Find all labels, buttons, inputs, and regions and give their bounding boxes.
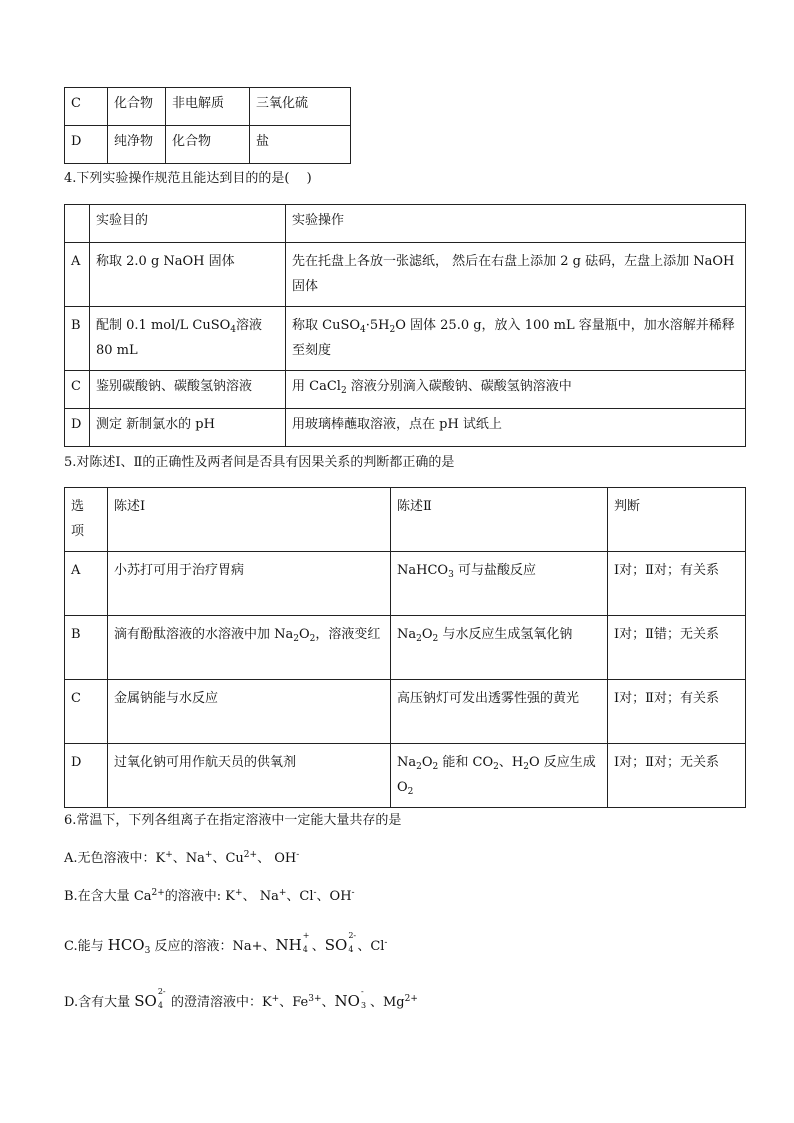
operation-cell: 先在托盘上各放一张滤纸， 然后在右盘上添加 2 g 砝码，左盘上添加 NaOH 固体 xyxy=(286,243,746,307)
statement2-cell: $Na_2O_2$ 能和 $CO_2$、$H_2O$ 反应生成 $O_2$ xyxy=(391,744,608,808)
statement1-cell: 过氧化钠可用作航天员的供氧剂 xyxy=(108,744,391,808)
header-cell: 实验操作 xyxy=(286,205,746,243)
option-cell: B xyxy=(65,616,108,680)
operation-cell: 用玻璃棒蘸取溶液，点在 pH 试纸上 xyxy=(286,409,746,447)
header-cell: 陈述Ⅱ xyxy=(391,488,608,552)
goal-cell: 配制 0.1 mol/L CuSO$_4$溶液 80 mL xyxy=(90,307,286,371)
question-4-title: 4.下列实验操作规范且能达到目的的是( ) xyxy=(64,171,312,186)
table-row xyxy=(65,552,746,616)
statement-table xyxy=(64,487,746,808)
statement1-cell: 小苏打可用于治疗胃病 xyxy=(108,552,391,616)
table-row xyxy=(65,126,351,164)
option-cell: D xyxy=(65,744,108,808)
option-cell: A xyxy=(65,243,90,307)
option-cell: D xyxy=(65,409,90,447)
table-row xyxy=(65,680,746,744)
table-cell: 非电解质 xyxy=(166,88,250,126)
table-row xyxy=(65,307,746,371)
table-cell: 纯净物 xyxy=(108,126,166,164)
statement2-cell: NaHCO$_3$ 可与盐酸反应 xyxy=(391,552,608,616)
statement1-cell: 金属钠能与水反应 xyxy=(108,680,391,744)
judgement-cell: Ⅰ对；Ⅱ对；有关系 xyxy=(608,680,746,744)
option-a: A.无色溶液中：K+、Na+、$Cu^{2+}$、 OH- xyxy=(64,850,300,866)
judgement-cell: Ⅰ对；Ⅱ错；无关系 xyxy=(608,616,746,680)
table-cell: C xyxy=(65,88,108,126)
header-cell: 实验目的 xyxy=(90,205,286,243)
goal-cell: 测定 新制氯水的 pH xyxy=(90,409,286,447)
table-row xyxy=(65,616,746,680)
option-c: C.能与 $HCO_3$ 反应的溶液：Na+、NH + 4 、SO 2- 4 、Cl- xyxy=(64,931,388,956)
header-cell: 陈述Ⅰ xyxy=(108,488,391,552)
table-cell: 化合物 xyxy=(108,88,166,126)
table-row xyxy=(65,243,746,307)
judgement-cell: Ⅰ对；Ⅱ对；无关系 xyxy=(608,744,746,808)
option-b: B.在含大量 $Ca^{2+}$的溶液中: K+、 Na+、Cl-、OH- xyxy=(64,888,355,904)
option-d: D.含有大量 SO 2- 4 的澄清溶液中：K+、$Fe^{3+}$、NO - 3 、$Mg^{2+}$ xyxy=(64,987,418,1010)
table-row xyxy=(65,371,746,409)
option-cell: C xyxy=(65,371,90,409)
option-cell: C xyxy=(65,680,108,744)
table-cell: 化合物 xyxy=(166,126,250,164)
operation-cell: 称取 $CuSO_4\cdot 5H_2O$ 固体 25.0 g，放入 100 mL 容量瓶中，加水溶解并稀释至刻度 xyxy=(286,307,746,371)
statement2-cell: 高压钠灯可发出透雾性强的黄光 xyxy=(391,680,608,744)
question-6-title: 6.常温下，下列各组离子在指定溶液中一定能大量共存的是 xyxy=(64,813,402,828)
classification-table-top xyxy=(64,87,351,164)
question-5-title: 5.对陈述Ⅰ、Ⅱ的正确性及两者间是否具有因果关系的判断都正确的是 xyxy=(64,455,455,470)
table-row xyxy=(65,88,351,126)
operation-cell: 用 CaCl$_2$ 溶液分别滴入碳酸钠、碳酸氢钠溶液中 xyxy=(286,371,746,409)
table-cell: 盐 xyxy=(250,126,351,164)
table-row xyxy=(65,744,746,808)
option-cell: A xyxy=(65,552,108,616)
table-header-row xyxy=(65,488,746,552)
table-cell: 三氧化硫 xyxy=(250,88,351,126)
goal-cell: 称取 2.0 g NaOH 固体 xyxy=(90,243,286,307)
statement1-cell: 滴有酚酞溶液的水溶液中加 $Na_2O_2$，溶液变红 xyxy=(108,616,391,680)
table-cell: D xyxy=(65,126,108,164)
header-cell: 判断 xyxy=(608,488,746,552)
header-cell xyxy=(65,205,90,243)
statement2-cell: $Na_2O_2$ 与水反应生成氢氧化钠 xyxy=(391,616,608,680)
option-cell: B xyxy=(65,307,90,371)
experiment-table xyxy=(64,204,746,447)
header-cell: 选项 xyxy=(65,488,108,552)
table-row xyxy=(65,409,746,447)
table-header-row xyxy=(65,205,746,243)
judgement-cell: Ⅰ对；Ⅱ对；有关系 xyxy=(608,552,746,616)
goal-cell: 鉴别碳酸钠、碳酸氢钠溶液 xyxy=(90,371,286,409)
